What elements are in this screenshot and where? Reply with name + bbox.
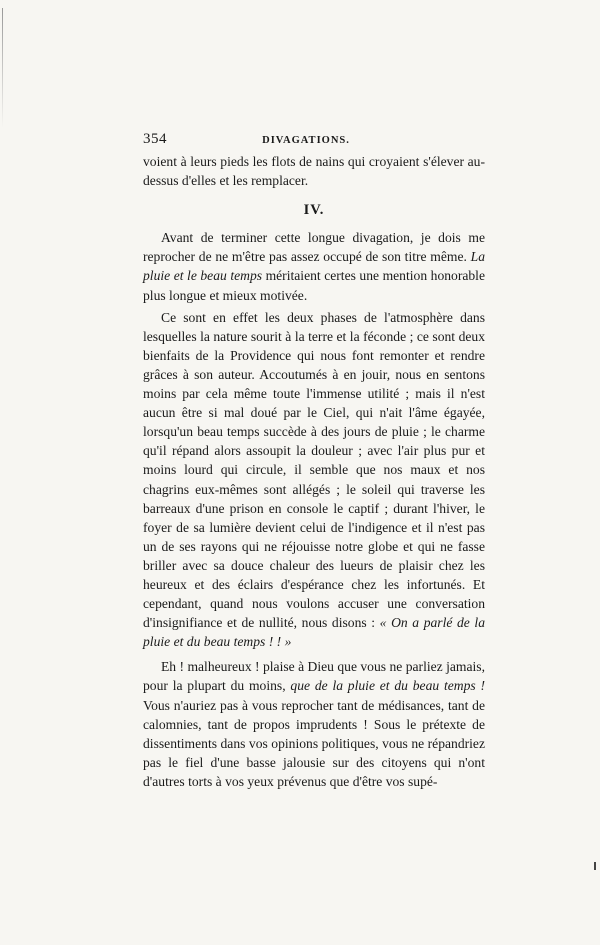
paragraph-1 — [143, 228, 485, 304]
paragraph-2-quote: « On a parlé de la pluie et du beau temps ! ! » — [143, 615, 485, 650]
paragraph-3-text-a: Eh ! malheureux ! plaise à Dieu que vous ne parliez jamais, pour la plupart du moins, — [143, 659, 485, 694]
page-number: 354 — [143, 131, 167, 147]
opening-paragraph: voient à leurs pieds les flots de nains qui croyaient s'élever au-dessus d'elles et les remplacer. — [143, 154, 485, 189]
paragraph-1-text-b: méritaient certes une mention honorable plus longue et mieux motivée. — [143, 268, 485, 303]
paragraph-3 — [143, 657, 485, 791]
paragraph-2-text: Ce sont en effet les deux phases de l'atmosphère dans lesquelles la nature sourit à la terre et la féconde ; ce sont deux bienfaits de la Providence qui nous font remonter et rendre grâces à son auteur. Accoutumés à en jouir, nous en sentons moins par cela même toute l'immense utilité ; mais il n'est aucun être si mal doué par le Ciel, qui n'ait l'âme égayée, lorsqu'un beau temps succède à des jours de pluie ; le charme qu'il répand alors assoupit la douleur ; avec l'air plus pur et moins lourd qui circule, il semble que nos maux et nos chagrins eux-mêmes sont allégés ; le soleil qui traverse les barreaux d'une prison en console le captif ; durant l'hiver, le foyer de sa lumière devient celui de l'indigence et il n'est pas un de ses rayons qui ne réjouisse notre globe et qui ne fasse briller avec sa douce chaleur des lueurs de plaisir chez les heureux et des éclairs d'espérance chez les infortunés. Et cependant, quand nous voulons accuser une conversation d'insignifiance et de nullité, nous disons : — [143, 309, 485, 631]
running-head: DIVAGATIONS. — [262, 135, 350, 146]
page-edge-mark-bottom — [594, 862, 596, 870]
paragraph-2 — [143, 308, 485, 652]
paragraph-1-title: La pluie et le beau temps — [143, 249, 485, 284]
page-edge-mark — [2, 8, 3, 128]
paragraph-3-italic: que de la pluie et du beau temps ! — [290, 678, 485, 694]
body-text — [143, 152, 485, 791]
paragraph-1-text-a: Avant de terminer cette longue divagation, je dois me reprocher de ne m'être pas assez occupé de son titre même. — [143, 230, 485, 265]
paragraph-3-text-b: Vous n'auriez pas à vous reprocher tant de médisances, tant de calomnies, tant de propos imprudents ! Sous le prétexte de dissentiments dans vos opinions politiques, vous ne répandriez pas le fiel d'une basse jalousie sur des citoyens qui n'ont d'autres torts à vos yeux prévenus que d'être vos supé- — [143, 697, 485, 789]
page-header — [143, 131, 485, 148]
section-heading: IV. — [303, 202, 325, 219]
